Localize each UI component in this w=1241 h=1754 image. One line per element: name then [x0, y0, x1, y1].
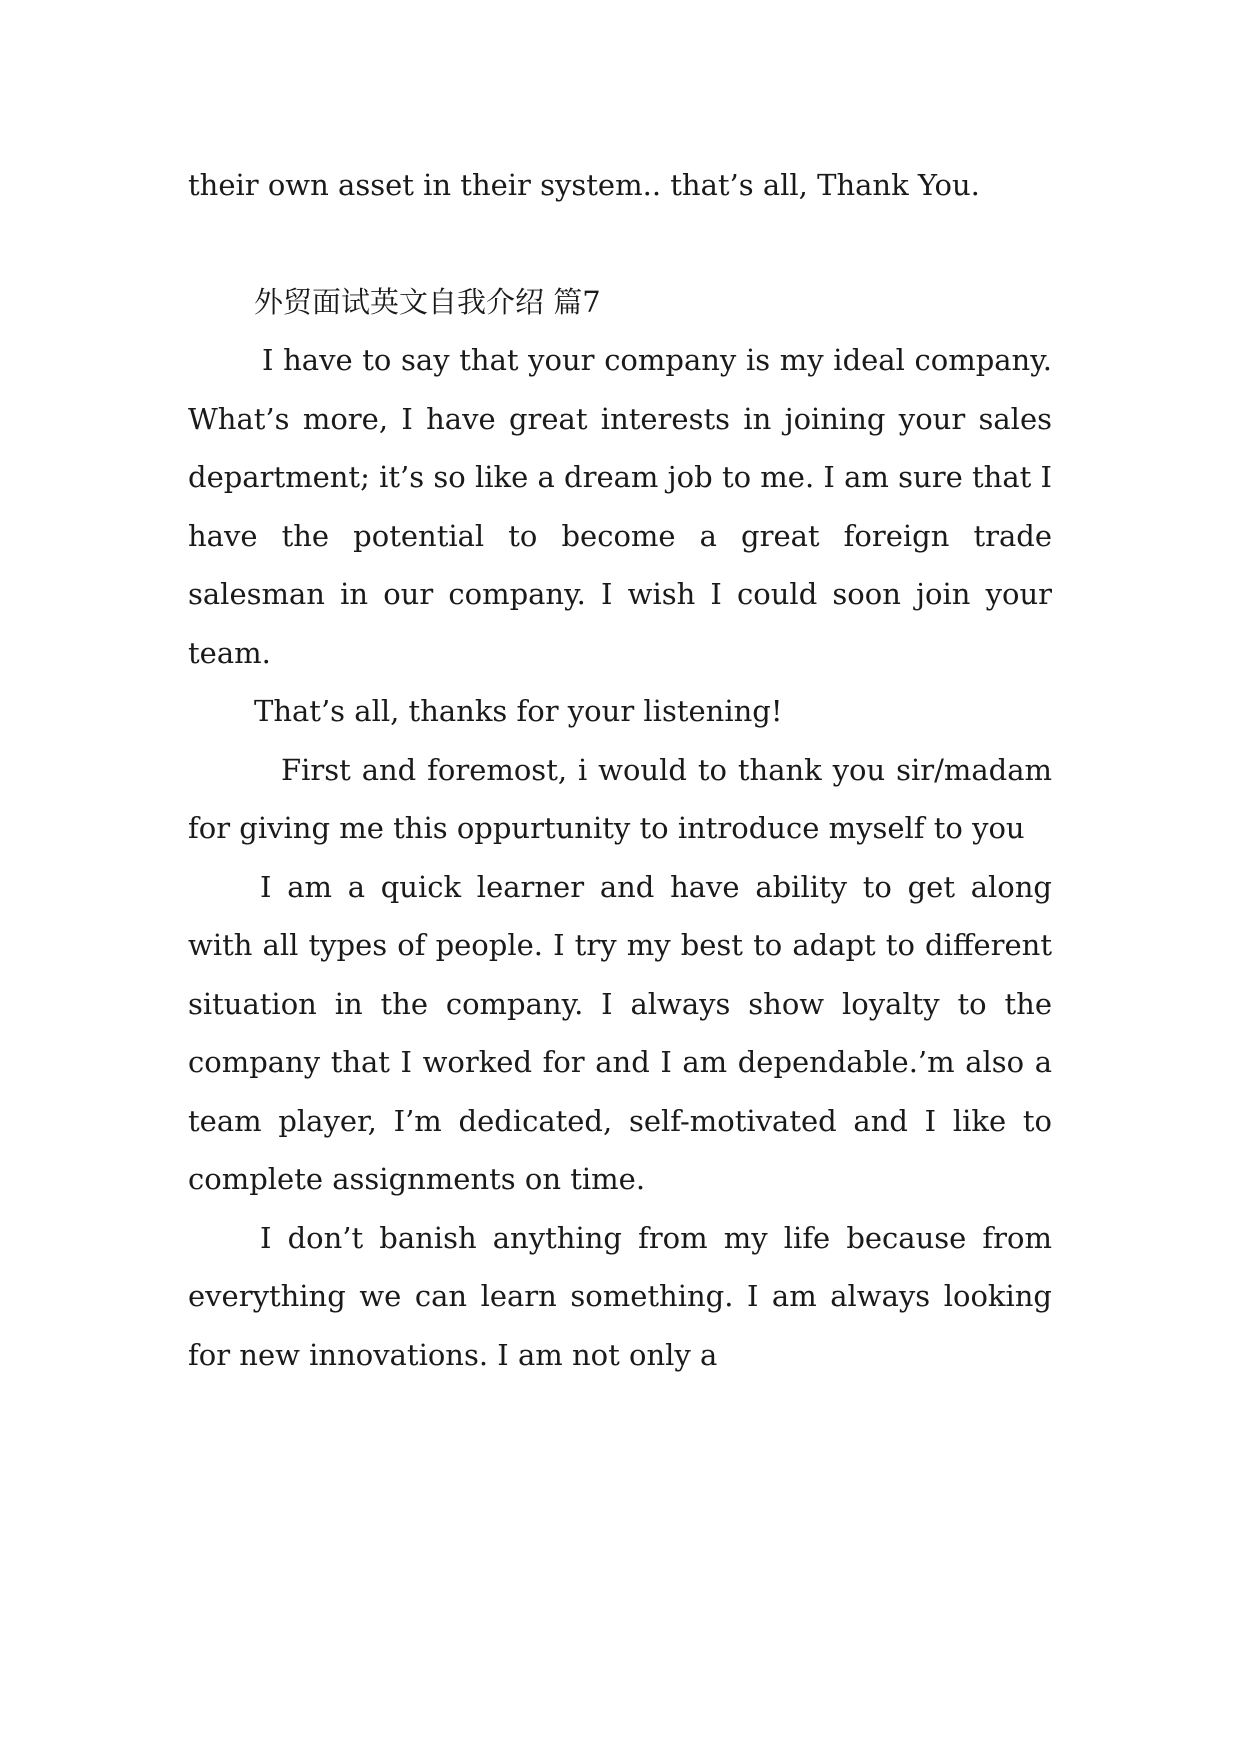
continuation-paragraph: their own asset in their system.. that’s all, Thank You.	[188, 168, 980, 202]
body-paragraph: I have to say that your company is my ideal company. What’s more, I have great interests in joining your sales department; it’s so like a dream job to me. I am sure that I have the potential to become a great foreign trade salesman in our company. I wish I could soon join your team.	[188, 343, 1062, 670]
body-paragraph: I am a quick learner and have ability to get along with all types of people. I try my best to adapt to different situation in the company. I always show loyalty to the company that I worked for and I am dependable.’m also a team player, I’m dedicated, self-motivated and I like to complete assignments on time.	[188, 869, 1062, 1196]
document-body	[188, 156, 1062, 1384]
body-paragraph: That’s all, thanks for your listening!	[254, 694, 783, 728]
body-paragraph: I don’t banish anything from my life because from everything we can learn something. I am always looking for new innovations. I am not only a	[188, 1220, 1062, 1372]
paragraph-spacer	[188, 215, 1052, 273]
section-heading: 外贸面试英文自我介绍 篇7	[254, 284, 601, 319]
body-paragraph: First and foremost, i would to thank you sir/madam for giving me this oppurtunity to introduce myself to you	[188, 752, 1062, 845]
